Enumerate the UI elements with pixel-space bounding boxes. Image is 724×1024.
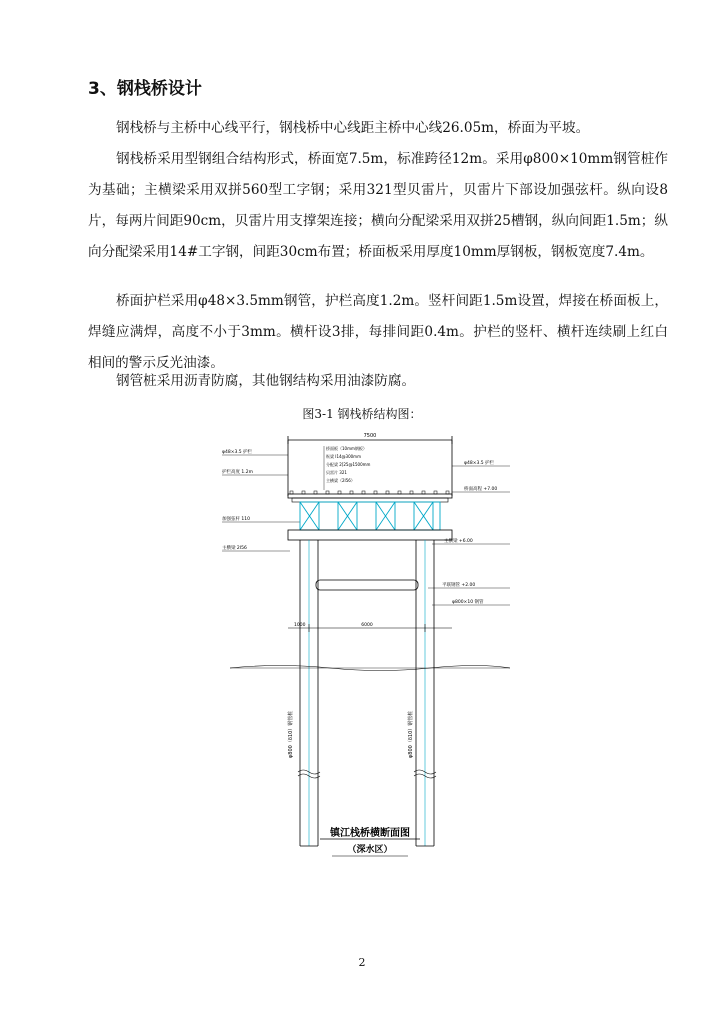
section-heading: 3、钢栈桥设计 (88, 79, 202, 99)
bridge-deck-plate (288, 494, 452, 498)
label-right-5: φ800×10 钢管 (452, 600, 484, 605)
drawing-subtitle: （深水区） (347, 845, 393, 855)
label-left-4: 主横梁 2I56 (222, 546, 247, 551)
label-left-1: φ48×3.5 护栏 (222, 450, 253, 455)
label-right-3: 主横梁 +6.00 (444, 539, 473, 544)
dimension-top-label: 7500 (363, 433, 377, 439)
dimension-mid-label: 6000 (361, 623, 373, 628)
dimension-left-label: 1000 (294, 623, 306, 628)
drawing-title: 镇江栈桥横断面图 (330, 828, 410, 839)
horizontal-bracing-pipe (316, 580, 418, 590)
label-left-2: 护栏高度 1.2m (222, 470, 253, 475)
paragraph-1: 钢栈桥与主桥中心线平行，钢栈桥中心线距主桥中心线26.05m，桥面为平坡。 (116, 120, 590, 136)
label-right-1: φ48×3.5 护栏 (464, 461, 495, 466)
label-center-4: 贝雷片 321 (326, 470, 347, 475)
trestle-cross-section-drawing (220, 428, 520, 868)
figure-caption: 图3-1 钢栈桥结构图： (302, 407, 422, 421)
pile-label-right: φ800（δ10）钢管桩 (408, 710, 414, 758)
paragraph-2: 钢栈桥采用型钢组合结构形式，桥面宽7.5m，标准跨径12m。采用φ800×10mm钢管桩作为基础；主横梁采用双拼560型工字钢；采用321型贝雷片，贝雷片下部设加强弦杆。纵向设8片，每两片间距90cm，贝雷片用支撑架连接；横向分配梁采用双拼25槽钢，纵向间距1.5m；纵向分配梁采用14#工字钢，间距30cm布置；桥面板采用厚度10mm厚钢板，钢板宽度7.4m。 (88, 151, 668, 260)
distribution-beams (290, 491, 449, 494)
bailey-truss-panels (300, 502, 440, 530)
steel-pipe-pile-right (416, 540, 434, 846)
label-center-3: 分配梁 2[25@1500mm (326, 462, 371, 467)
paragraph-4: 钢管桩采用沥青防腐，其他钢结构采用油漆防腐。 (116, 373, 416, 389)
label-right-4: 平联钢管 +2.00 (442, 583, 476, 588)
main-cross-beam (288, 530, 452, 540)
steel-pipe-pile-left (300, 540, 318, 846)
label-center-1: 桥面板（10mm钢板） (326, 446, 367, 451)
page-number: 2 (358, 956, 366, 969)
label-center-2: 纵梁 I14@300mm (326, 454, 361, 459)
label-center-5: 主横梁（2I56） (326, 478, 355, 483)
label-left-3: 加强弦杆 110 (222, 517, 251, 522)
pile-label-left: φ800（δ10）钢管桩 (288, 710, 294, 758)
paragraph-3: 桥面护栏采用φ48×3.5mm钢管，护栏高度1.2m。竖杆间距1.5m设置，焊接在桥面板上，焊缝应满焊，高度不小于3mm。横杆设3排，每排间距0.4m。护栏的竖杆、横杆连续刷上红白相间的警示反光油漆。 (88, 293, 668, 371)
label-right-2: 桥面高程 +7.00 (464, 487, 498, 492)
